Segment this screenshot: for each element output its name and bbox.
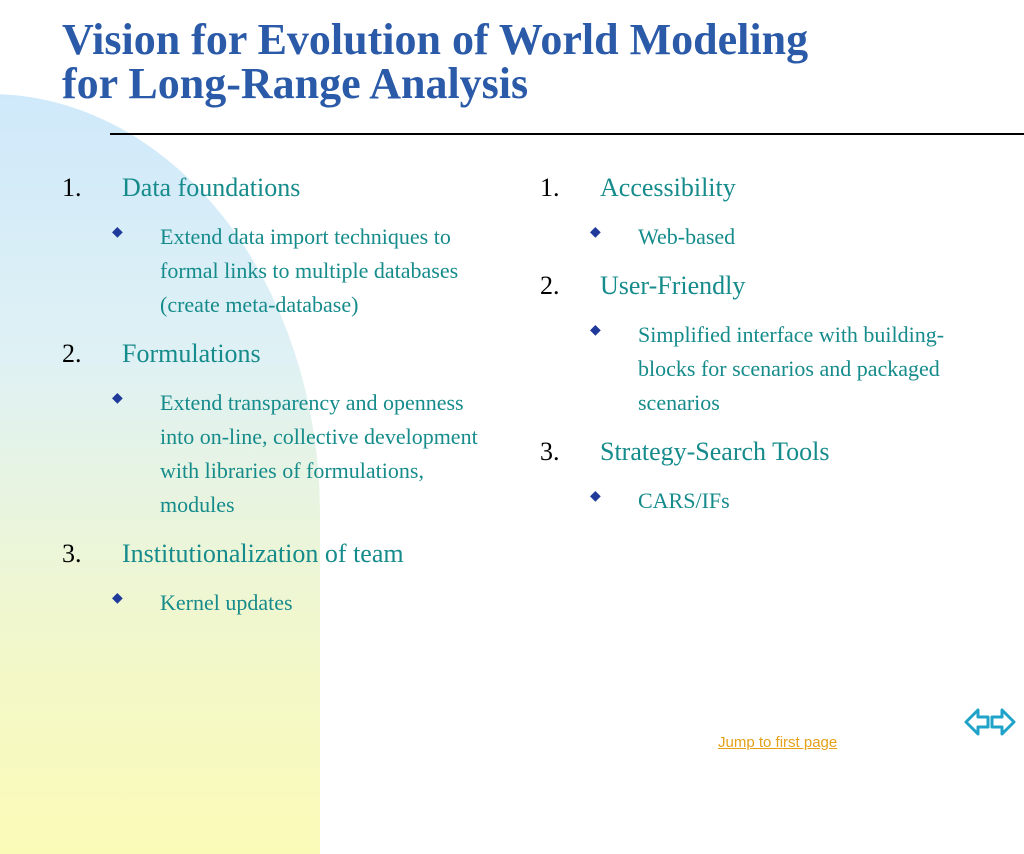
item-heading: Data foundations: [122, 173, 301, 202]
sub-item-text: Kernel updates: [160, 590, 293, 615]
item-number: 2.: [540, 271, 560, 300]
list-item: [62, 336, 502, 372]
sub-item-text: Web-based: [638, 224, 736, 249]
sub-item: [590, 318, 990, 420]
sub-item: [112, 220, 502, 322]
item-heading: Formulations: [122, 339, 261, 368]
list-item: [540, 268, 990, 304]
item-number: 2.: [62, 339, 82, 368]
left-column: [62, 170, 502, 634]
list-item: [62, 536, 502, 572]
item-number: 3.: [540, 437, 560, 466]
diamond-bullet-icon: ◆: [590, 489, 601, 504]
sub-item-text: Extend data import techniques to formal links to multiple databases (create meta-database): [160, 224, 459, 317]
sub-item-text: Simplified interface with building-blocks for scenarios and packaged scenarios: [638, 322, 945, 415]
item-number: 1.: [62, 173, 82, 202]
right-column: [540, 170, 990, 532]
item-heading: Strategy-Search Tools: [600, 437, 830, 466]
sub-item: [112, 386, 502, 522]
diamond-bullet-icon: ◆: [112, 225, 123, 240]
item-heading: User-Friendly: [600, 271, 746, 300]
sub-item-text: Extend transparency and openness into on-line, collective development with libraries of formulations, modules: [160, 390, 478, 517]
list-item: [540, 434, 990, 470]
diamond-bullet-icon: ◆: [112, 591, 123, 606]
diamond-bullet-icon: ◆: [590, 323, 601, 338]
item-number: 3.: [62, 539, 82, 568]
jump-to-first-page-link[interactable]: Jump to first page: [718, 734, 838, 751]
sub-item: [590, 220, 990, 254]
slide-title: [62, 15, 809, 108]
list-item: [62, 170, 502, 206]
sub-item-text: CARS/IFs: [638, 488, 730, 513]
list-item: [540, 170, 990, 206]
sub-item: [112, 586, 502, 620]
item-heading: Institutionalization of team: [122, 539, 404, 568]
title-divider: [110, 133, 1024, 135]
title-line-1: Vision for Evolution of World Modeling: [62, 15, 809, 64]
item-number: 1.: [540, 173, 560, 202]
item-heading: Accessibility: [600, 173, 736, 202]
title-line-2: for Long-Range Analysis: [62, 59, 529, 108]
back-forward-arrows-icon[interactable]: [962, 702, 1018, 742]
sub-item: [590, 484, 990, 518]
diamond-bullet-icon: ◆: [112, 391, 123, 406]
diamond-bullet-icon: ◆: [590, 225, 601, 240]
